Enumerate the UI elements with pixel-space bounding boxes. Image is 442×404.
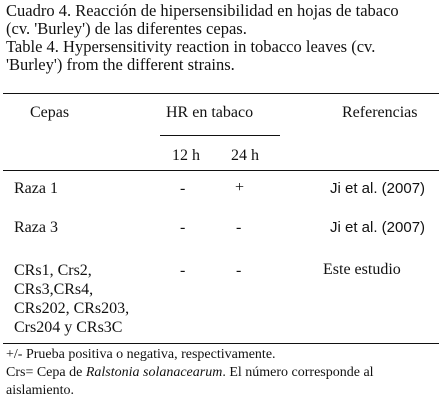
- header-bottom-rule: [3, 170, 439, 171]
- row-reference: Ji et al. (2007): [330, 180, 426, 197]
- row-reference: Ji et al. (2007): [330, 219, 426, 236]
- table-bottom-rule: [3, 343, 439, 344]
- row-strain-line-1: CRs1, Crs2,: [14, 262, 92, 279]
- row-strain-line-3: CRs202, CRs203,: [14, 300, 130, 317]
- footnote-suffix: . El número corresponde al: [222, 365, 374, 380]
- subheader-12h: 12 h: [172, 147, 200, 164]
- footnote-prefix: Crs= Cepa de: [6, 365, 86, 380]
- caption-spanish-line-2: (cv. 'Burley') de las diferentes cepas.: [6, 19, 247, 38]
- row-strain-line-2: CRs3,CRs4,: [14, 281, 94, 298]
- row-value-24h: +: [235, 179, 245, 196]
- caption-english-line-1: Table 4. Hypersensitivity reaction in tobacco leaves (cv.: [6, 37, 376, 56]
- footnote-abbreviation: [6, 365, 374, 381]
- footnote-continuation: aislamiento.: [6, 383, 75, 398]
- row-value-12h: -: [180, 180, 186, 197]
- row-reference: Este estudio: [323, 261, 401, 278]
- caption-spanish-line-1: Cuadro 4. Reacción de hipersensibilidad en hojas de tabaco: [6, 1, 399, 20]
- subheader-24h: 24 h: [231, 147, 259, 164]
- caption-english-line-2: 'Burley') from the different strains.: [6, 55, 235, 74]
- footnote-species: Ralstonia solanacearum: [85, 365, 223, 380]
- row-strain: Raza 3: [14, 219, 58, 236]
- row-strain-line-4: Crs204 y CRs3C: [14, 319, 123, 336]
- row-value-12h: -: [180, 262, 186, 279]
- row-value-24h: -: [236, 219, 242, 236]
- table-top-rule: [3, 93, 439, 94]
- header-referencias: Referencias: [342, 104, 418, 121]
- row-value-24h: -: [236, 262, 242, 279]
- row-strain: Raza 1: [14, 180, 58, 197]
- header-cepas: Cepas: [30, 104, 70, 121]
- header-hr-tabaco: HR en tabaco: [166, 104, 254, 121]
- header-group-rule: [160, 135, 280, 136]
- row-value-12h: -: [180, 219, 186, 236]
- footnote-symbols: +/- Prueba positiva o negativa, respectivamente.: [6, 347, 276, 362]
